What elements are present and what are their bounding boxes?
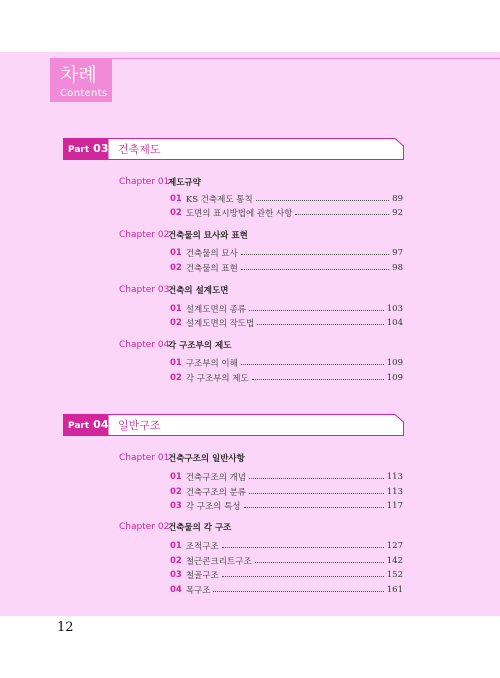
toc-entry[interactable] <box>170 583 403 596</box>
entry-title: 설계도면의 종류 <box>185 304 247 315</box>
entry-page: 127 <box>386 540 403 551</box>
toc-entry[interactable] <box>170 192 403 205</box>
part-header <box>63 138 404 160</box>
entry-page: 97 <box>392 247 403 258</box>
entry-number: 02 <box>170 486 182 497</box>
dot-leader <box>249 478 384 479</box>
dot-leader <box>241 254 389 255</box>
dot-leader <box>244 507 384 508</box>
chapter-title: 건축물의 묘사와 표현 <box>168 231 248 241</box>
entry-title: 설계도면의 작도법 <box>185 318 255 329</box>
chapter-title: 건축물의 각 구조 <box>168 523 232 533</box>
toc-entry[interactable] <box>170 206 403 219</box>
entry-page: 113 <box>386 486 403 497</box>
chapter-heading <box>119 283 228 297</box>
page-number: 12 <box>57 620 74 635</box>
toc-entry[interactable] <box>170 539 403 552</box>
part-label <box>68 142 108 156</box>
part-title: 일반구조 <box>118 419 161 432</box>
entry-page: 142 <box>386 555 403 566</box>
entry-title: 조적구조 <box>185 541 219 552</box>
toc-entry[interactable] <box>170 246 403 259</box>
dot-leader <box>213 591 383 592</box>
entry-title: 철근콘크리트구조 <box>185 556 252 567</box>
part-word: Part <box>68 145 90 155</box>
dot-leader <box>295 214 389 215</box>
entry-title: 건축물의 표현 <box>185 263 238 274</box>
part-word: Part <box>68 421 90 431</box>
entry-page: 152 <box>386 569 403 580</box>
toc-entry[interactable] <box>170 356 403 369</box>
dot-leader <box>256 200 389 201</box>
chapter-title: 건축구조의 일반사항 <box>168 454 245 464</box>
part-title: 건축제도 <box>118 143 161 156</box>
entry-page: 89 <box>392 193 403 204</box>
entry-title: 철골구조 <box>185 570 219 581</box>
toc-entry[interactable] <box>170 261 403 274</box>
chapter-title: 각 구조부의 제도 <box>168 341 232 351</box>
dot-leader <box>257 324 384 325</box>
toc-entry[interactable] <box>170 302 403 315</box>
entry-number: 01 <box>170 357 182 368</box>
entry-title: 각 구조부의 제도 <box>185 373 249 384</box>
entry-title: 건축구조의 개념 <box>185 472 247 483</box>
entry-number: 01 <box>170 247 182 258</box>
chapter-heading <box>119 228 248 242</box>
entry-page: 98 <box>392 262 403 273</box>
chapter-label: Chapter 04 <box>119 340 170 350</box>
entry-number: 02 <box>170 207 182 218</box>
chapter-title: 제도규약 <box>168 178 201 188</box>
chapter-label: Chapter 01 <box>119 453 170 463</box>
entry-title: 건축구조의 분류 <box>185 487 247 498</box>
part-header-shape <box>63 138 404 160</box>
toc-entry[interactable] <box>170 485 403 498</box>
part-number: 04 <box>93 418 109 431</box>
chapter-label: Chapter 02 <box>119 522 170 532</box>
entry-title: 각 구조의 특성 <box>185 501 241 512</box>
entry-number: 04 <box>170 584 182 595</box>
entry-page: 103 <box>386 303 403 314</box>
title-rule <box>112 58 500 59</box>
dot-leader <box>222 576 384 577</box>
dot-leader <box>222 547 384 548</box>
entry-page: 117 <box>386 500 403 511</box>
page-subtitle: Contents <box>60 88 108 99</box>
entry-page: 161 <box>386 584 403 595</box>
dot-leader <box>255 562 384 563</box>
entry-number: 01 <box>170 303 182 314</box>
chapter-heading <box>119 520 231 534</box>
chapter-label: Chapter 01 <box>119 177 170 187</box>
toc-entry[interactable] <box>170 568 403 581</box>
toc-entry[interactable] <box>170 316 403 329</box>
dot-leader <box>249 310 384 311</box>
chapter-heading <box>119 451 245 465</box>
part-header <box>63 414 404 436</box>
part-header-shape <box>63 414 404 436</box>
page-background <box>0 52 500 616</box>
chapter-heading <box>119 338 231 352</box>
part-label <box>68 418 108 432</box>
entry-page: 113 <box>386 471 403 482</box>
entry-title: 건축물의 묘사 <box>185 248 238 259</box>
page-title: 차례 <box>60 64 97 86</box>
entry-title: 목구조 <box>185 585 211 596</box>
entry-title: KS 건축제도 통칙 <box>185 194 253 205</box>
entry-page: 104 <box>386 317 403 328</box>
entry-title: 구조부의 이해 <box>185 358 238 369</box>
dot-leader <box>241 269 389 270</box>
dot-leader <box>252 379 384 380</box>
entry-page: 92 <box>392 207 403 218</box>
entry-number: 02 <box>170 372 182 383</box>
part-number: 03 <box>93 142 109 155</box>
entry-number: 01 <box>170 193 182 204</box>
dot-leader <box>241 364 384 365</box>
entry-page: 109 <box>386 372 403 383</box>
toc-entry[interactable] <box>170 554 403 567</box>
entry-number: 02 <box>170 262 182 273</box>
entry-number: 02 <box>170 555 182 566</box>
toc-entry[interactable] <box>170 499 403 512</box>
toc-entry[interactable] <box>170 470 403 483</box>
dot-leader <box>249 493 384 494</box>
entry-number: 02 <box>170 317 182 328</box>
chapter-label: Chapter 03 <box>119 285 170 295</box>
entry-number: 03 <box>170 569 182 580</box>
toc-entry[interactable] <box>170 371 403 384</box>
entry-number: 03 <box>170 500 182 511</box>
entry-title: 도면의 표시방법에 관한 사항 <box>185 208 293 219</box>
entry-page: 109 <box>386 357 403 368</box>
chapter-label: Chapter 02 <box>119 230 170 240</box>
chapter-title: 건축의 설계도면 <box>168 286 229 296</box>
entry-number: 01 <box>170 471 182 482</box>
entry-number: 01 <box>170 540 182 551</box>
chapter-heading <box>119 175 201 189</box>
